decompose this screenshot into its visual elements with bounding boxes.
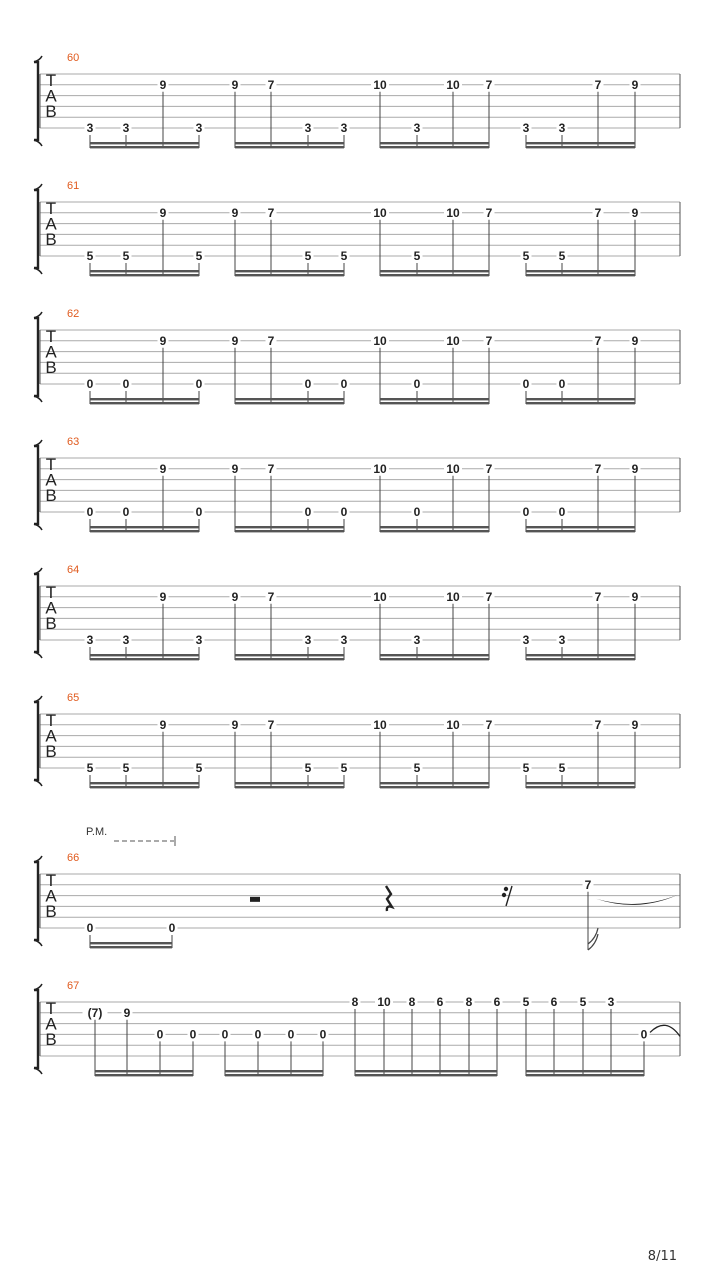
tab-clef-letter: B (45, 742, 57, 761)
beam-primary (380, 142, 489, 144)
fret-number: 10 (446, 333, 460, 348)
tab-clef-letter: T (45, 999, 57, 1018)
fret-number: 0 (195, 505, 203, 519)
fret-number: 5 (195, 761, 203, 775)
fret-number: 10 (373, 589, 387, 604)
fret-number: 5 (522, 249, 530, 263)
bar-number: 66 (67, 852, 80, 864)
fret-number: 0 (413, 377, 421, 391)
fret-number: 7 (485, 589, 493, 604)
fret-number: 7 (594, 717, 602, 732)
tab-clef-letter: A (45, 598, 57, 618)
palm-mute-label: P.M. (86, 826, 108, 838)
fret-number: 10 (373, 205, 387, 220)
fret-number: 10 (373, 717, 387, 732)
fret-number: 10 (377, 995, 391, 1009)
beam-secondary (380, 402, 489, 404)
beam-primary (380, 398, 489, 400)
tab-clef-letter: B (45, 102, 57, 121)
fret-number: 5 (522, 761, 530, 775)
half-rest (250, 897, 260, 902)
beam-secondary (526, 530, 635, 532)
fret-number: 9 (231, 205, 239, 220)
fret-number: 0 (522, 505, 530, 519)
beam-secondary (526, 146, 635, 148)
beam-primary (380, 654, 489, 656)
bar-number: 63 (67, 436, 80, 448)
fret-number: 9 (631, 717, 639, 732)
bar-number: 65 (67, 692, 80, 704)
fret-number: 7 (485, 77, 493, 92)
fret-number: 9 (231, 589, 239, 604)
tab-clef-letter: B (45, 614, 57, 633)
sixteenth-rest-dot (504, 887, 508, 891)
fret-number: 6 (493, 995, 501, 1009)
beam-primary (526, 270, 635, 272)
fret-number: 0 (340, 377, 348, 391)
fret-number: 0 (340, 505, 348, 519)
beam-secondary (526, 402, 635, 404)
beam-primary (380, 526, 489, 528)
fret-number: 3 (304, 633, 312, 647)
beam-secondary (90, 146, 199, 148)
beam-secondary (235, 146, 344, 148)
fret-number: 0 (86, 921, 94, 935)
beam-primary (235, 142, 344, 144)
tab-clef-letter: A (45, 1014, 57, 1034)
fret-number: 9 (159, 589, 167, 604)
fret-number: 7 (594, 77, 602, 92)
tab-clef-letter: A (45, 470, 57, 490)
beam-primary (526, 1070, 644, 1072)
fret-number: 0 (640, 1027, 648, 1042)
fret-number: 3 (413, 121, 421, 135)
beam-secondary (235, 658, 344, 660)
beam-primary (235, 270, 344, 272)
beam-primary (95, 1070, 193, 1072)
beam-secondary (380, 658, 489, 660)
fret-number: 0 (168, 921, 176, 935)
beam-secondary (380, 530, 489, 532)
fret-number: 9 (631, 77, 639, 92)
beam-primary (526, 782, 635, 784)
fret-number: 6 (550, 995, 558, 1009)
beam-secondary (526, 274, 635, 276)
fret-number: 6 (436, 995, 444, 1009)
sixteenth-rest-dot (502, 893, 506, 897)
fret-number: 0 (86, 377, 94, 391)
fret-number: 5 (413, 249, 421, 263)
beam-secondary (235, 786, 344, 788)
tab-system (34, 436, 680, 532)
fret-number: 7 (267, 461, 275, 476)
fret-number: 7 (267, 77, 275, 92)
beam-primary (90, 526, 199, 528)
fret-number: 9 (159, 205, 167, 220)
tab-clef-letter: B (45, 902, 57, 921)
beam-primary (526, 526, 635, 528)
fret-number: 3 (86, 633, 94, 647)
system-bracket (34, 702, 38, 780)
fret-number: 0 (86, 505, 94, 519)
fret-number: 10 (373, 461, 387, 476)
fret-number: 5 (522, 995, 530, 1009)
fret-number: 5 (413, 761, 421, 775)
beam-secondary (90, 658, 199, 660)
beam-secondary (225, 1074, 323, 1076)
fret-number: 0 (558, 377, 566, 391)
tab-clef-letter: T (45, 871, 57, 890)
tab-system (34, 308, 680, 404)
fret-number: 5 (340, 761, 348, 775)
beam-primary (90, 142, 199, 144)
beam-primary (526, 398, 635, 400)
tab-clef-letter: B (45, 358, 57, 377)
quarter-rest (386, 886, 392, 911)
beam-secondary (380, 146, 489, 148)
tab-clef-letter: A (45, 86, 57, 106)
fret-number: 7 (594, 461, 602, 476)
fret-number: 7 (267, 589, 275, 604)
fret-number: 0 (156, 1027, 164, 1042)
fret-number: 9 (631, 461, 639, 476)
fret-number: (7) (87, 1005, 103, 1020)
beam-secondary (235, 402, 344, 404)
fret-number: 10 (373, 333, 387, 348)
fret-number: 7 (485, 333, 493, 348)
beam-primary (235, 654, 344, 656)
beam-primary (90, 942, 172, 944)
fret-number: 3 (195, 633, 203, 647)
beam-secondary (380, 274, 489, 276)
beam-secondary (380, 786, 489, 788)
beam-primary (526, 142, 635, 144)
fret-number: 9 (631, 333, 639, 348)
fret-number: 0 (558, 505, 566, 519)
fret-number: 5 (86, 249, 94, 263)
beam-secondary (90, 402, 199, 404)
fret-number: 7 (485, 717, 493, 732)
beam-primary (355, 1070, 497, 1072)
beam-secondary (90, 786, 199, 788)
fret-number: 3 (413, 633, 421, 647)
fret-number: 5 (304, 249, 312, 263)
beam-secondary (526, 658, 635, 660)
fret-number: 0 (195, 377, 203, 391)
fret-number: 5 (122, 249, 130, 263)
beam-secondary (95, 1074, 193, 1076)
fret-number: 0 (413, 505, 421, 519)
beam-secondary (235, 530, 344, 532)
fret-number: 3 (522, 633, 530, 647)
fret-number: 3 (558, 121, 566, 135)
bar-number: 60 (67, 52, 80, 64)
tab-clef-letter: T (45, 327, 57, 346)
fret-number: 7 (594, 205, 602, 220)
beam-secondary (235, 274, 344, 276)
fret-number: 5 (304, 761, 312, 775)
fret-number: 0 (122, 505, 130, 519)
fret-number: 8 (408, 995, 416, 1009)
fret-number: 5 (340, 249, 348, 263)
tab-clef-letter: A (45, 726, 57, 746)
fret-number: 0 (221, 1027, 229, 1042)
tab-clef-letter: B (45, 230, 57, 249)
fret-number: 7 (485, 205, 493, 220)
fret-number: 10 (446, 205, 460, 220)
fret-number: 0 (189, 1027, 197, 1042)
tab-system (34, 52, 680, 148)
tab-clef-letter: T (45, 583, 57, 602)
beam-primary (526, 654, 635, 656)
fret-number: 5 (558, 249, 566, 263)
fret-number: 10 (446, 589, 460, 604)
tab-clef-letter: B (45, 1030, 57, 1049)
note-flag (588, 928, 598, 944)
fret-number: 5 (122, 761, 130, 775)
beam-secondary (90, 946, 172, 948)
fret-number: 9 (159, 717, 167, 732)
beam-primary (225, 1070, 323, 1072)
fret-number: 3 (558, 633, 566, 647)
fret-number: 5 (86, 761, 94, 775)
bar-number: 61 (67, 180, 80, 192)
fret-number: 3 (340, 633, 348, 647)
fret-number: 7 (485, 461, 493, 476)
beam-secondary (355, 1074, 497, 1076)
fret-number: 0 (304, 377, 312, 391)
tab-clef-letter: T (45, 711, 57, 730)
tab-clef-letter: T (45, 199, 57, 218)
system-bracket (34, 190, 38, 268)
fret-number: 7 (267, 205, 275, 220)
fret-number: 3 (195, 121, 203, 135)
fret-number: 5 (195, 249, 203, 263)
fret-number: 5 (558, 761, 566, 775)
fret-number: 9 (231, 333, 239, 348)
beam-primary (90, 270, 199, 272)
system-bracket (34, 62, 38, 140)
fret-number: 9 (231, 77, 239, 92)
fret-number: 3 (122, 121, 130, 135)
bar-number: 62 (67, 308, 80, 320)
bar-number: 64 (67, 564, 80, 576)
beam-secondary (526, 1074, 644, 1076)
system-bracket (34, 574, 38, 652)
page-number: 8/11 (647, 1249, 677, 1264)
bar-number: 67 (67, 980, 80, 992)
fret-number: 7 (594, 333, 602, 348)
fret-number: 0 (254, 1027, 262, 1042)
fret-number: 9 (231, 717, 239, 732)
beam-secondary (526, 786, 635, 788)
fret-number: 0 (522, 377, 530, 391)
tab-system (34, 180, 680, 276)
tab-system (34, 564, 680, 660)
beam-primary (235, 398, 344, 400)
fret-number: 7 (594, 589, 602, 604)
fret-number: 10 (373, 77, 387, 92)
fret-number: 9 (631, 589, 639, 604)
fret-number: 3 (340, 121, 348, 135)
fret-number: 0 (319, 1027, 327, 1042)
fret-number: 9 (231, 461, 239, 476)
fret-number: 10 (446, 77, 460, 92)
fret-number: 9 (159, 461, 167, 476)
tab-system (34, 692, 680, 788)
fret-number: 10 (446, 461, 460, 476)
beam-primary (90, 654, 199, 656)
fret-number: 8 (465, 995, 473, 1009)
fret-number: 10 (446, 717, 460, 732)
tab-clef-letter: A (45, 342, 57, 362)
tab-clef-letter: T (45, 455, 57, 474)
tab-system (34, 980, 680, 1076)
beam-primary (235, 526, 344, 528)
beam-primary (380, 782, 489, 784)
fret-number: 3 (304, 121, 312, 135)
beam-secondary (90, 530, 199, 532)
tab-clef-letter: A (45, 214, 57, 234)
tab-clef-letter: A (45, 886, 57, 906)
beam-secondary (90, 274, 199, 276)
tie-arc (596, 895, 678, 905)
tab-clef-letter: B (45, 486, 57, 505)
fret-number: 3 (607, 995, 615, 1009)
fret-number: 8 (351, 995, 359, 1009)
fret-number: 9 (631, 205, 639, 220)
beam-primary (90, 782, 199, 784)
fret-number: 0 (304, 505, 312, 519)
system-bracket (34, 862, 38, 940)
fret-number: 5 (579, 995, 587, 1009)
fret-number: 7 (267, 717, 275, 732)
fret-number: 9 (159, 77, 167, 92)
fret-number: 3 (522, 121, 530, 135)
fret-number: 3 (122, 633, 130, 647)
beam-primary (235, 782, 344, 784)
system-bracket (34, 318, 38, 396)
system-bracket (34, 990, 38, 1068)
fret-number: 7 (267, 333, 275, 348)
beam-primary (380, 270, 489, 272)
fret-number: 0 (287, 1027, 295, 1042)
system-bracket (34, 446, 38, 524)
tab-clef-letter: T (45, 71, 57, 90)
fret-number: 9 (123, 1005, 131, 1020)
tab-system (34, 852, 680, 950)
fret-number: 7 (584, 877, 592, 892)
fret-number: 3 (86, 121, 94, 135)
fret-number: 9 (159, 333, 167, 348)
fret-number: 0 (122, 377, 130, 391)
beam-primary (90, 398, 199, 400)
